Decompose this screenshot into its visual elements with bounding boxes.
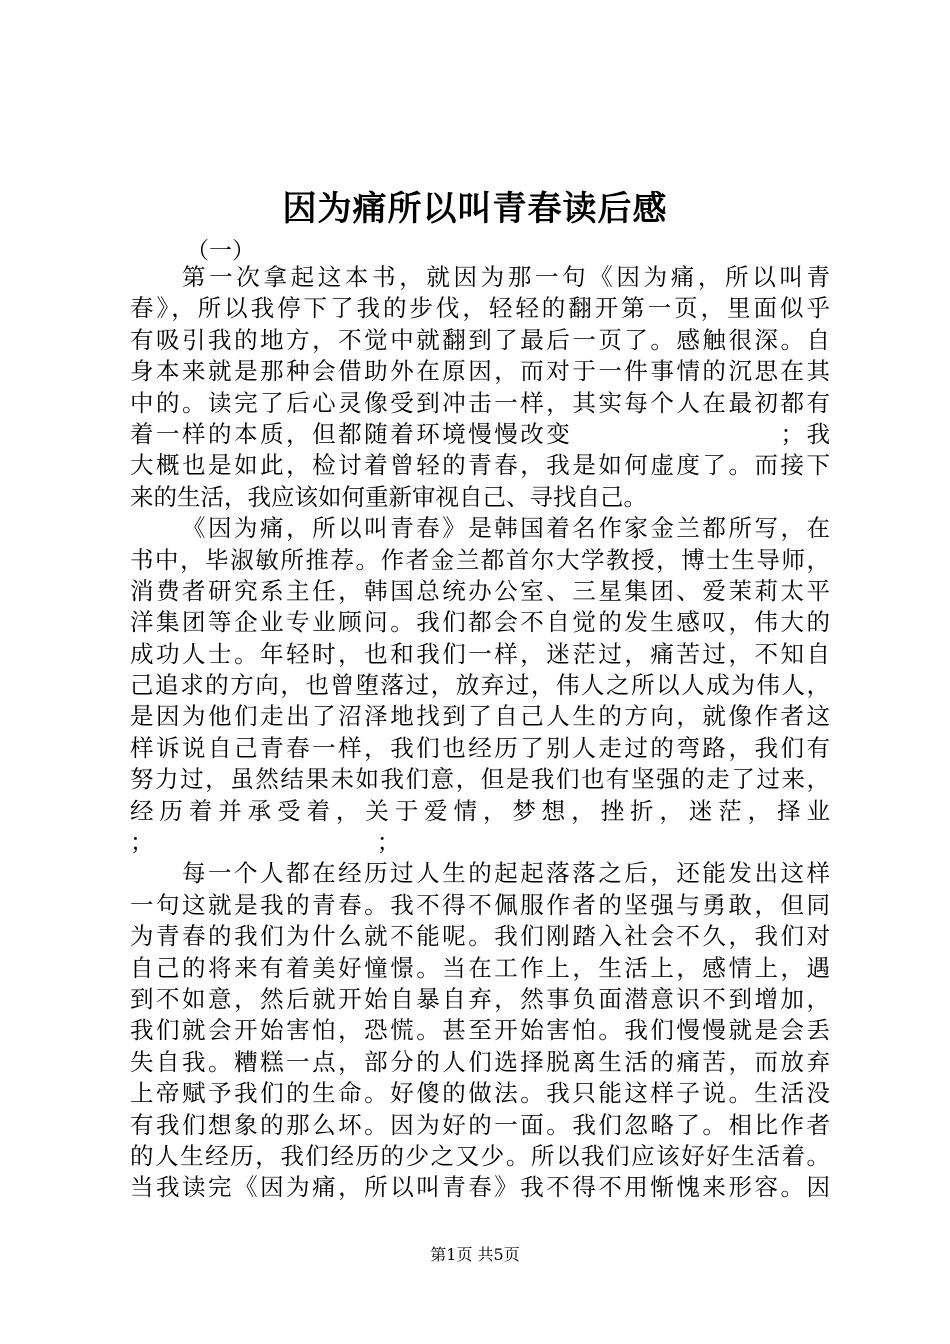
text-line: 努力过，虽然结果未如我们意，但是我们也有坚强的走了过来， [130, 765, 830, 794]
text-line: 有我们想象的那么坏。因为好的一面。我们忽略了。相比作者 [130, 1110, 830, 1139]
body-text [130, 262, 830, 1204]
text-line: 春》，所以我停下了我的步伐，轻轻的翻开第一页，里面似乎 [130, 294, 830, 323]
document-title: 因为痛所以叫青春读后感 [282, 189, 668, 229]
text-line: 书中，毕淑敏所推荐。作者金兰都首尔大学教授，博士生导师， [130, 545, 830, 574]
text-line: 失自我。糟糕一点，部分的人们选择脱离生活的痛苦，而放弃 [130, 1047, 830, 1076]
page-footer: 第1页 共5页 [430, 1245, 520, 1264]
text-line: 为青春的我们为什么就不能呢。我们刚踏入社会不久，我们对 [130, 922, 830, 951]
text-line: 是因为他们走出了沼泽地找到了自己人生的方向，就像作者这 [130, 702, 830, 731]
text-line: 来的生活，我应该如何重新审视自己、寻找自己。 [130, 482, 647, 511]
text-line: 成功人士。年轻时，也和我们一样，迷茫过，痛苦过，不知自 [130, 639, 830, 668]
text-line: 每一个人都在经历过人生的起起落落之后，还能发出这样 [182, 859, 830, 888]
text-line: 样诉说自己青春一样，我们也经历了别人走过的弯路，我们有 [130, 733, 830, 762]
text-line: 我们就会开始害怕，恐慌。甚至开始害怕。我们慢慢就是会丢 [130, 1016, 830, 1045]
text-line: 上帝赋予我们的生命。好傻的做法。我只能这样子说。生活没 [130, 1079, 830, 1108]
text-line: 洋集团等企业专业顾问。我们都会不自觉的发生感叹，伟大的 [130, 608, 830, 637]
text-line: 身本来就是那种会借助外在原因，而对于一件事情的沉思在其 [130, 357, 830, 386]
text-line: 一句这就是我的青春。我不得不佩服作者的坚强与勇敢，但同 [130, 890, 830, 919]
text-line: 大概也是如此，检讨着曾轻的青春，我是如何虚度了。而接下 [130, 451, 830, 480]
text-line: 自己的将来有着美好憧憬。当在工作上，生活上，感情上，遇 [130, 953, 830, 982]
text-line: 第一次拿起这本书，就因为那一句《因为痛，所以叫青 [182, 263, 830, 291]
text-line: 有吸引我的地方，不觉中就翻到了最后一页了。感触很深。自 [130, 325, 830, 354]
text-line: 到不如意，然后就开始自暴自弃，然事负面潜意识不到增加， [130, 984, 830, 1013]
text-line: 《因为痛，所以叫青春》是韩国着名作家金兰都所写，在 [182, 514, 830, 543]
text-line: 经历着并承受着，关于爱情，梦想，挫折，迷茫，择业 [130, 796, 830, 825]
text-line: 当我读完《因为痛，所以叫青春》我不得不用惭愧来形容。因 [130, 1173, 830, 1202]
text-line: 己追求的方向，也曾堕落过，放弃过，伟人之所以人成为伟人， [130, 671, 830, 700]
text-line: ； ； [130, 828, 401, 857]
text-line: 的人生经历，我们经历的少之又少。所以我们应该好好生活着。 [130, 1141, 830, 1170]
section-label: （一） [186, 238, 255, 264]
text-line: 着一样的本质，但都随着环境慢慢改变 ；我 [130, 419, 830, 448]
text-line: 中的。读完了后心灵像受到冲击一样，其实每个人在最初都有 [130, 388, 830, 417]
text-line: 消费者研究系主任，韩国总统办公室、三星集团、爱茉莉太平 [130, 576, 830, 605]
